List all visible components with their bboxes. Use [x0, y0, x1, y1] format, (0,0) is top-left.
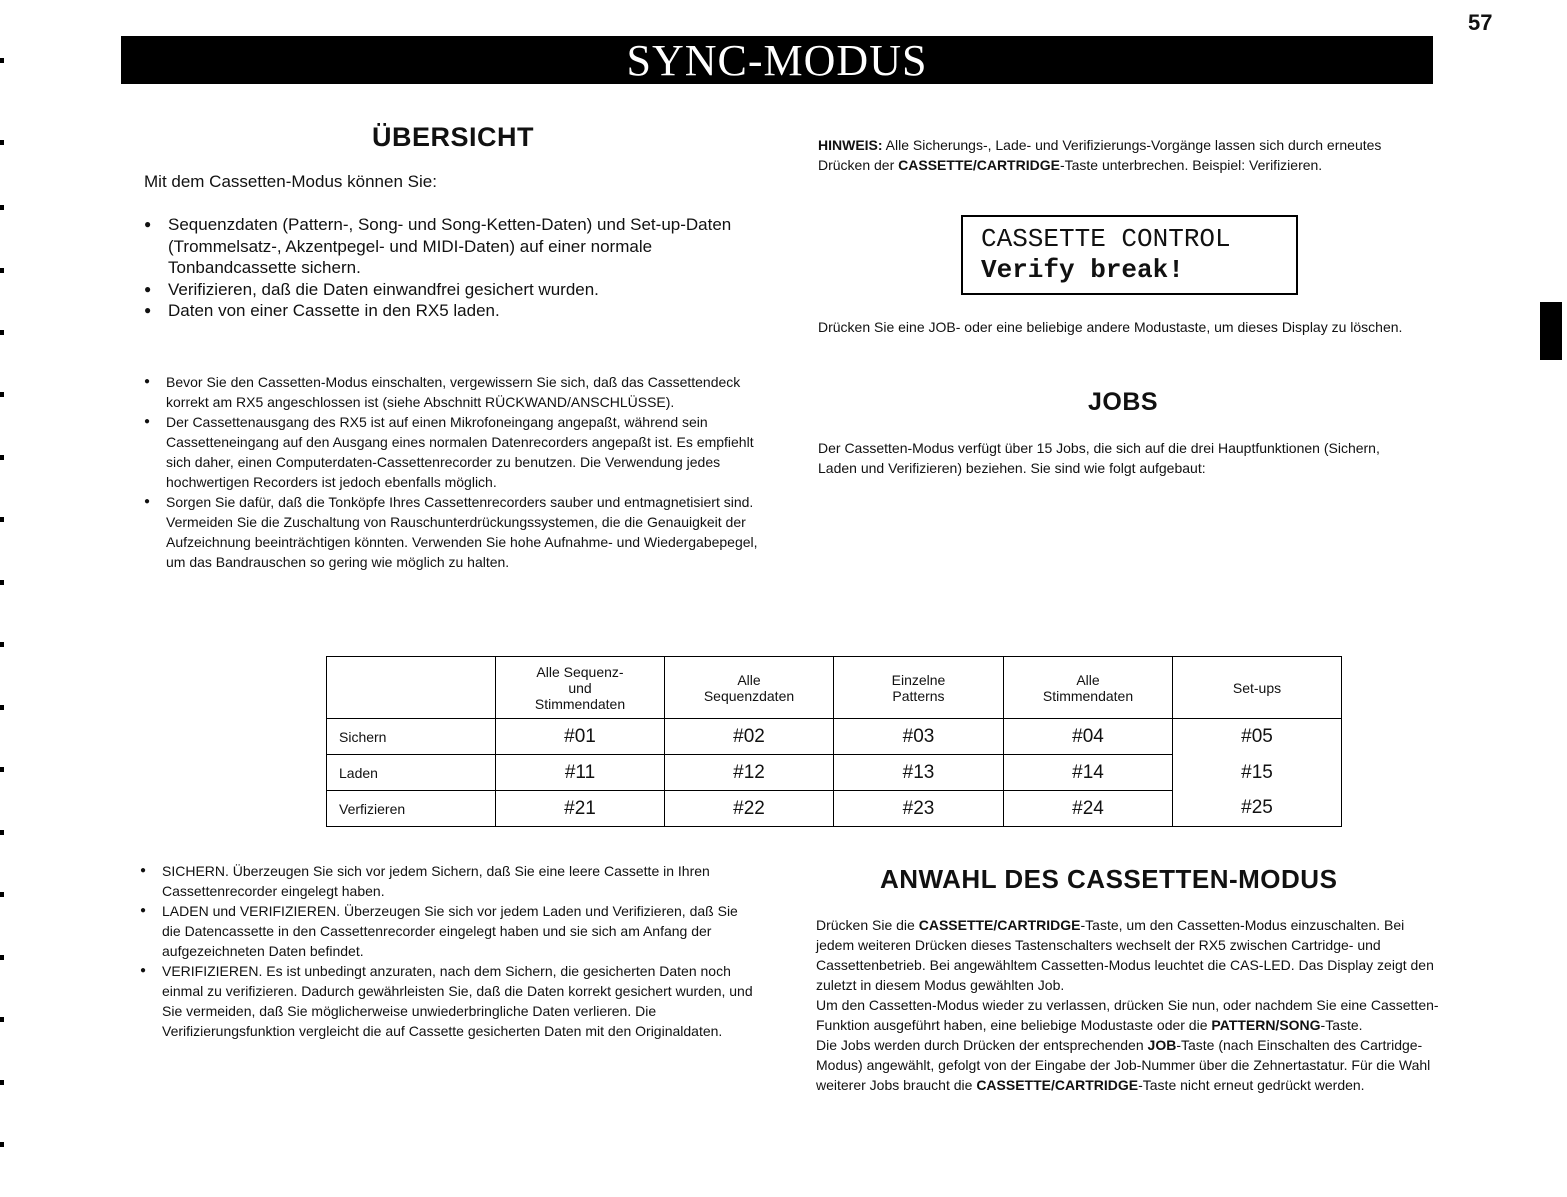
key-name: PATTERN/SONG [1211, 1017, 1321, 1033]
anwahl-paragraph-2 [816, 995, 1441, 1035]
list-item: ● Verifizieren, daß die Daten einwandfrei gesichert wurden. [144, 279, 754, 301]
job-number: #04 [1004, 719, 1173, 755]
hinweis-text-1: Alle Sicherungs-, Lade- und Verifizierungs-Vorgänge lassen sich durch erneutes Drücken der [818, 137, 1382, 173]
text-span: Um den Cassetten-Modus wieder zu verlassen, drücken Sie nun, oder nachdem Sie eine Cassetten-Funktion ausgeführt haben, eine beliebige Modustaste oder die [816, 997, 1439, 1033]
text-span: -Taste. [1320, 1017, 1363, 1033]
column-header: Set-ups [1173, 657, 1342, 719]
lcd-line-2: Verify break! [981, 255, 1184, 285]
text-span: Die Jobs werden durch Drücken der entsprechenden [816, 1037, 1148, 1053]
key-name: JOB [1147, 1037, 1177, 1053]
preparation-notes [144, 372, 759, 572]
overview-heading: ÜBERSICHT [372, 122, 535, 152]
lcd-line-1: CASSETTE CONTROL [981, 224, 1231, 254]
job-number: #15 [1173, 755, 1342, 791]
column-header: Alle Sequenzdaten [665, 657, 834, 719]
list-item: ● SICHERN. Überzeugen Sie sich vor jedem Sichern, daß Sie eine leere Cassette in Ihren Cassettenrecorder eingelegt haben. [140, 861, 755, 901]
page-title: SYNC-MODUS [121, 36, 1433, 84]
page-number: 57 [1468, 10, 1493, 35]
table-row [327, 755, 1342, 791]
list-item: ● LADEN und VERIFIZIEREN. Überzeugen Sie sich vor jedem Laden und Verifizieren, daß Sie die Datencassette in den Cassettenrecorder eingelegt haben und sie sich am Anfang der aufgezeichneten Daten befindet. [140, 901, 755, 961]
job-number: #03 [834, 719, 1004, 755]
anwahl-text [816, 915, 1441, 1095]
text-span: Drücken Sie die [816, 917, 919, 933]
job-number: #12 [665, 755, 834, 791]
column-header: Alle Stimmendaten [1004, 657, 1173, 719]
key-name: CASSETTE/CARTRIDGE [918, 917, 1081, 933]
text-span: -Taste (nach Einschalten des Cartridge-Modus) angewählt, gefolgt von der Eingabe der Job-Nummer über die Zehnertastatur. Für die Wahl weiterer Jobs braucht die [816, 1037, 1431, 1093]
job-number: #23 [834, 791, 1004, 827]
hinweis-text-2: -Taste unterbrechen. Beispiel: Verifizieren. [1059, 157, 1323, 173]
job-number: #05 [1173, 719, 1342, 755]
job-number: #22 [665, 791, 834, 827]
feature-list [144, 214, 754, 322]
row-label: Laden [327, 755, 496, 791]
column-header: Einzelne Patterns [834, 657, 1004, 719]
table-corner [327, 657, 496, 719]
table-header-row [327, 657, 1342, 719]
anwahl-paragraph-1 [816, 915, 1441, 995]
column-header: Alle Sequenz- und Stimmendaten [496, 657, 665, 719]
job-number: #02 [665, 719, 834, 755]
job-number: #25 [1173, 791, 1342, 827]
operation-notes [140, 861, 755, 1041]
row-label: Sichern [327, 719, 496, 755]
job-number: #14 [1004, 755, 1173, 791]
job-number: #21 [496, 791, 665, 827]
lcd-display [961, 215, 1298, 295]
binding-margin-marks [0, 0, 6, 1197]
display-clear-text: Drücken Sie eine JOB- oder eine beliebige andere Modustaste, um dieses Display zu löschen. [818, 319, 1403, 335]
key-name: CASSETTE/CARTRIDGE [976, 1077, 1139, 1093]
job-number: #01 [496, 719, 665, 755]
table-row [327, 791, 1342, 827]
job-number: #11 [496, 755, 665, 791]
jobs-table [326, 656, 1342, 827]
jobs-text: Der Cassetten-Modus verfügt über 15 Jobs, die sich auf die drei Hauptfunktionen (Sichern, Laden und Verifizieren) beziehen. Sie sind wie folgt aufgebaut: [818, 440, 1380, 476]
text-span: -Taste nicht erneut gedrückt werden. [1138, 1077, 1365, 1093]
row-label: Verfizieren [327, 791, 496, 827]
anwahl-paragraph-3 [816, 1035, 1441, 1095]
list-item: ● Der Cassettenausgang des RX5 ist auf einen Mikrofoneingang angepaßt, während sein Cassetteneingang auf den Ausgang eines normalen Datenrecorders angepaßt ist. Es empfiehlt sich daher, einen Computerdaten-Cassettenrecorder zu benutzen. Die Verwendung jedes hochwertigen Recorders ist jedoch ebenfalls möglich. [144, 412, 759, 492]
jobs-heading: JOBS [1088, 388, 1159, 416]
section-tab-marker [1540, 302, 1562, 360]
hinweis-note [818, 135, 1418, 175]
list-item: ● Sequenzdaten (Pattern-, Song- und Song-Ketten-Daten) und Set-up-Daten (Trommelsatz-, Akzentpegel- und MIDI-Daten) auf einer normale Tonbandcassette sichern. [144, 214, 754, 279]
list-item: ● Bevor Sie den Cassetten-Modus einschalten, vergewissern Sie sich, daß das Cassettendeck korrekt am RX5 angeschlossen ist (siehe Abschnitt RÜCKWAND/ANSCHLÜSSE). [144, 372, 759, 412]
overview-intro: Mit dem Cassetten-Modus können Sie: [144, 172, 437, 191]
job-number: #13 [834, 755, 1004, 791]
list-item: ● Daten von einer Cassette in den RX5 laden. [144, 300, 754, 322]
list-item: ● VERIFIZIEREN. Es ist unbedingt anzuraten, nach dem Sichern, die gesicherten Daten noch einmal zu verifizieren. Dadurch gewährleisten Sie, daß die Daten korrekt gesichert wurden, und Sie vermeiden, daß Sie möglicherweise unwiederbringliche Daten verlieren. Die Verifizierungsfunktion vergleicht die auf Cassette gesicherten Daten mit den Originaldaten. [140, 961, 755, 1041]
job-number: #24 [1004, 791, 1173, 827]
table-row [327, 719, 1342, 755]
anwahl-heading: ANWAHL DES CASSETTEN-MODUS [880, 864, 1338, 894]
text-span: -Taste, um den Cassetten-Modus einzuschalten. Bei jedem weiteren Drücken dieses Tastenschalters wechselt der RX5 zwischen Cartridge- und Cassettenbetrieb. Bei angewähltem Cassetten-Modus leuchtet die CAS-LED. Das Display zeigt den zuletzt in diesem Modus gewählten Job. [816, 917, 1434, 993]
hinweis-label: HINWEIS: [818, 137, 883, 153]
hinweis-key: CASSETTE/CARTRIDGE [898, 157, 1060, 173]
list-item: ● Sorgen Sie dafür, daß die Tonköpfe Ihres Cassettenrecorders sauber und entmagnetisiert sind. Vermeiden Sie die Zuschaltung von Rauschunterdrückungssystemen, die die Genauigkeit der Aufzeichnung beeinträchtigen könnten. Verwenden Sie hohe Aufnahme- und Wiedergabepegel, um das Bandrauschen so gering wie möglich zu halten. [144, 492, 759, 572]
